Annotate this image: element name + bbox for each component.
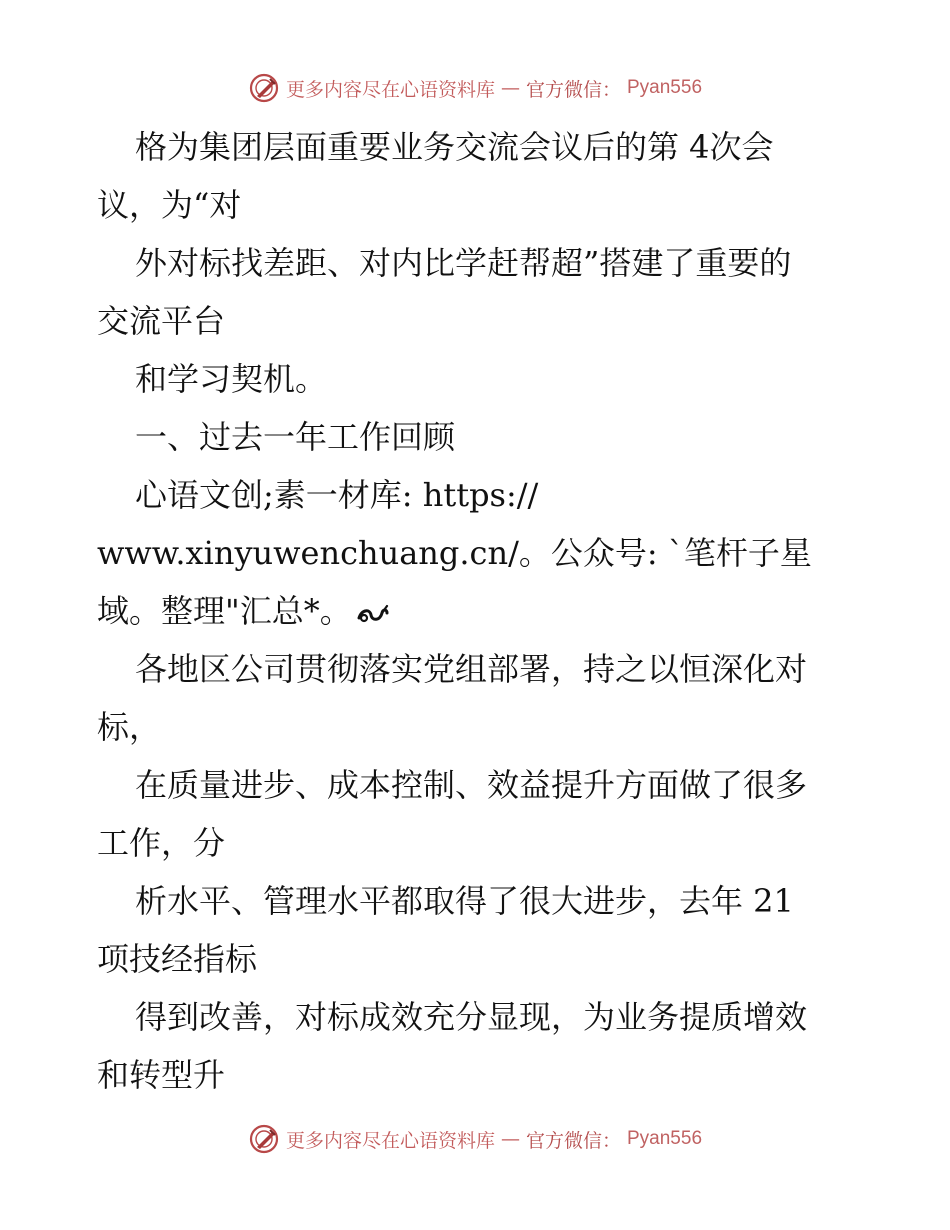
watermark-dash: —	[500, 1128, 520, 1150]
text-line-with-icon	[97, 582, 857, 640]
text-line: 得到改善，对标成效充分显现，为业务提质增效	[135, 998, 808, 1036]
stamp-logo-icon	[248, 1123, 280, 1155]
watermark-main-text: 更多内容尽在心语资料库	[285, 78, 495, 101]
text-line: 标，	[97, 708, 162, 746]
text-line-content: 域。整理"汇总*。	[97, 592, 352, 630]
header-watermark	[0, 72, 950, 104]
text-line: 工作，分	[97, 824, 226, 862]
text-line: 议，为“对	[97, 186, 242, 224]
watermark-wechat-id: Pyan556	[627, 77, 703, 98]
text-line: 格为集团层面重要业务交流会议后的第 4次会	[135, 128, 774, 166]
watermark-wechat-label: 官方微信：	[525, 78, 621, 101]
watermark-dash: —	[500, 77, 520, 99]
watermark-wechat-id: Pyan556	[627, 1128, 703, 1149]
watermark-main-text: 更多内容尽在心语资料库	[285, 1129, 495, 1152]
stamp-logo-icon	[248, 72, 280, 104]
text-line: www.xinyuwenchuang.cn/。公众号: `笔杆子星	[97, 534, 812, 572]
footer-watermark	[0, 1123, 950, 1155]
text-line: 项技经指标	[97, 940, 258, 978]
text-line: 析水平、管理水平都取得了很大进步，去年 21	[135, 882, 794, 920]
text-line: 心语文创;素一材库: https://	[135, 476, 539, 514]
text-line: 和转型升	[97, 1056, 226, 1094]
text-line: 交流平台	[97, 302, 226, 340]
dragon-ornament-icon	[356, 585, 390, 643]
watermark-wechat-label: 官方微信：	[525, 1129, 621, 1152]
document-body	[97, 118, 857, 1104]
text-line: 在质量进步、成本控制、效益提升方面做了很多	[135, 766, 808, 804]
text-line: 和学习契机。	[135, 360, 328, 398]
text-line: 外对标找差距、对内比学赶帮超”搭建了重要的	[135, 244, 792, 282]
text-line: 各地区公司贯彻落实党组部署，持之以恒深化对	[135, 650, 808, 688]
section-heading: 一、过去一年工作回顾	[135, 418, 456, 456]
